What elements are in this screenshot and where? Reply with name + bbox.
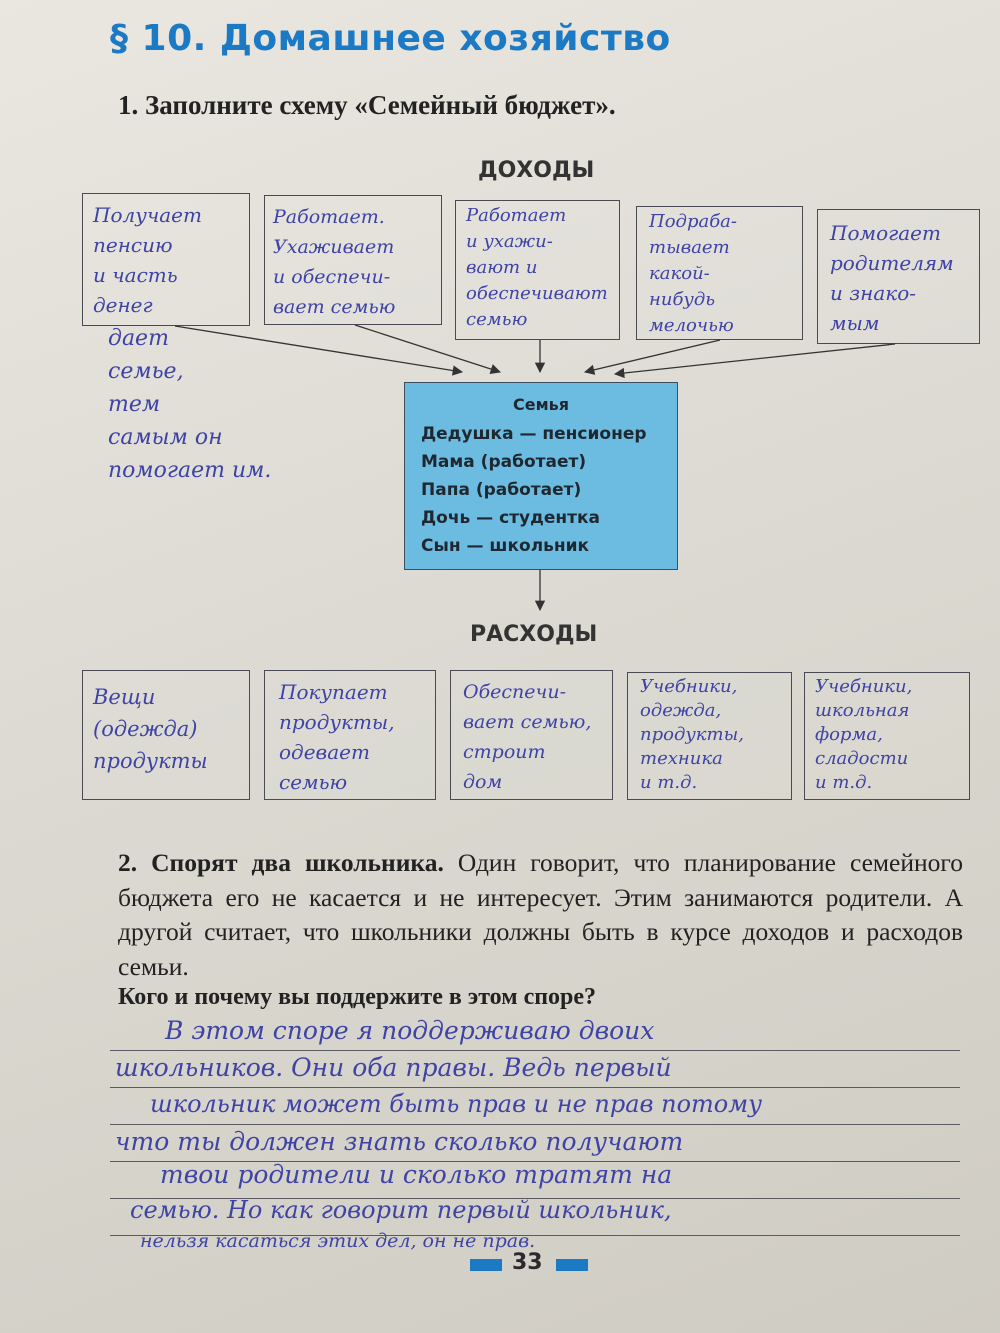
page-bar-left xyxy=(470,1259,502,1271)
expense-label: РАСХОДЫ xyxy=(470,622,598,647)
answer-rule xyxy=(110,1050,960,1051)
page-number: 33 xyxy=(512,1250,543,1275)
task2-text: Один говорит, что планирование семейного бюджета его не касается и не интересует. Этим занимаются родители. А другой считает, что школьники должны быть в курсе доходов и расходов семьи. xyxy=(118,848,963,981)
task1-number: 1. xyxy=(118,90,139,120)
answer-line: В этом споре я поддерживаю двоих xyxy=(165,1016,655,1045)
expense-box-1-text: Вещи (одежда) продукты xyxy=(93,685,208,773)
expense-box-2-text: Покупает продукты, одевает семью xyxy=(279,680,395,794)
arrow-income-5 xyxy=(615,344,895,374)
family-title: Семья xyxy=(512,395,570,414)
expense-box-5 xyxy=(804,672,970,800)
income-label: ДОХОДЫ xyxy=(478,158,595,183)
income-box-4-text: Подраба- тывает какой- нибудь мелочью xyxy=(649,211,737,336)
expense-box-5-text: Учебники, школьная форма, сладости и т.д. xyxy=(815,676,913,793)
family-member: Дочь — студентка xyxy=(421,508,600,528)
expense-box-3 xyxy=(450,670,613,800)
expense-box-4-text: Учебники, одежда, продукты, техника и т.д. xyxy=(640,676,745,793)
answer-line: твои родители и сколько тратят на xyxy=(160,1160,673,1189)
answer-line: школьник может быть прав и не прав потому xyxy=(150,1090,763,1118)
answer-line: школьников. Они оба правы. Ведь первый xyxy=(115,1053,672,1082)
family-member: Папа (работает) xyxy=(421,480,582,500)
task2-paragraph xyxy=(118,846,963,984)
task1-text: Заполните схему «Семейный бюджет». xyxy=(145,90,616,120)
income-box-2-text: Работает. Ухаживает и обеспечи- вает семью xyxy=(273,206,396,318)
family-box xyxy=(404,382,678,570)
answer-line: семью. Но как говорит первый школьник, xyxy=(130,1196,672,1224)
arrow-income-2 xyxy=(355,325,500,372)
expense-box-2 xyxy=(264,670,436,800)
task2-number: 2. xyxy=(118,848,138,877)
answer-line: что ты должен знать сколько получают xyxy=(115,1127,684,1156)
answer-rule xyxy=(110,1087,960,1088)
income-box-1-text: Получает пенсию и часть денег xyxy=(93,203,202,317)
expense-box-4 xyxy=(627,672,792,800)
income-box-5-text: Помогает родителям и знако- мым xyxy=(830,221,954,335)
section-title: § 10. Домашнее хозяйство xyxy=(110,18,671,59)
family-member: Мама (работает) xyxy=(421,452,587,472)
expense-box-3-text: Обеспечи- вает семью, строит дом xyxy=(463,681,592,793)
page-bar-right xyxy=(556,1259,588,1271)
income-box-3-text: Работает и ухажи- вают и обеспечивают семью xyxy=(466,205,608,330)
expense-box-1 xyxy=(82,670,250,800)
income-note: дает семье, тем самым он помогает им. xyxy=(108,326,272,483)
family-member: Сын — школьник xyxy=(421,536,590,556)
page-number-bar xyxy=(470,1250,590,1276)
arrow-income-4 xyxy=(585,340,720,372)
answer-line: нельзя касаться этих дел, он не прав. xyxy=(140,1230,536,1252)
task2-bold: Спорят два школьника. xyxy=(151,848,444,877)
task2-question: Кого и почему вы поддержите в этом споре? xyxy=(118,984,597,1010)
answer-rule xyxy=(110,1124,960,1125)
family-member: Дедушка — пенсионер xyxy=(421,424,647,444)
arrow-income-1 xyxy=(175,326,462,372)
